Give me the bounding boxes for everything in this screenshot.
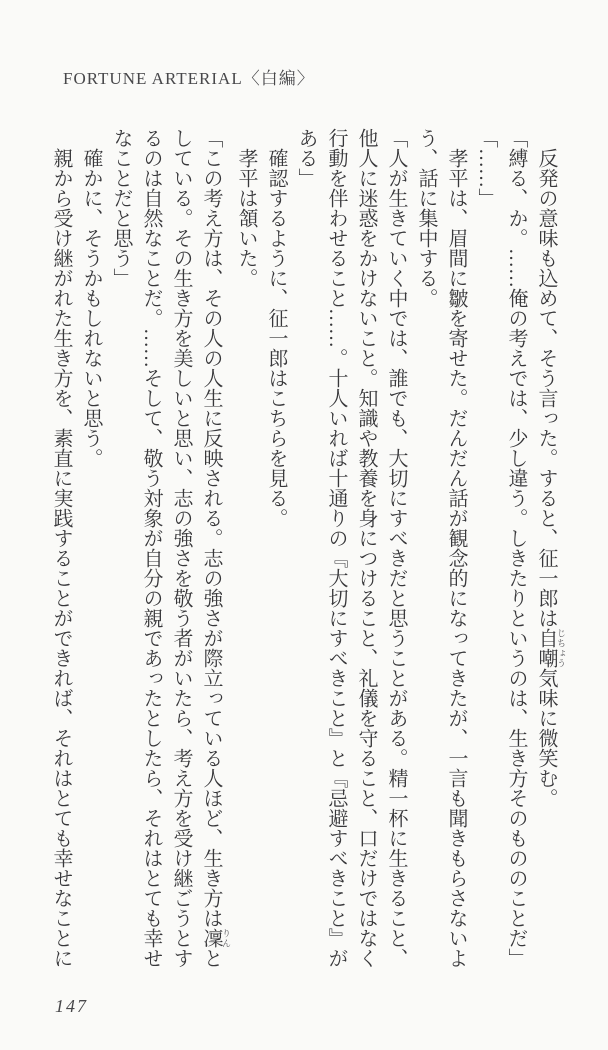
- paragraph: 「縛る、か。……俺の考えでは、少し違う。しきたりというのは、生き方そのもののことだ」: [505, 128, 527, 968]
- paragraph: 「人が生きていく中では、誰でも、大切にすべきだと思うことがある。精一杯に生きること、他人に迷惑をかけないこと。知識や教養を身につけること、礼儀を守ること、口だけではなく行動を伴わせること……。十人いれば十通りの『大切にすべきこと』と『忌避すべきこと』がある」: [295, 128, 407, 968]
- paragraph: 親から受け継がれた生き方を、素直に実践することができれば、それはとても幸せなことに: [50, 148, 72, 968]
- paragraph: 「この考え方は、その人の人生に反映される。志の強さが際立っている人ほど、生き方は凜 りんとしている。その生き方を美しいと思い、志の強さを敬う者がいたら、考え方を受け継ごうとするのは自然なことだ。……そして、敬う対象が自分の親であったとしたら、それはとても幸せなことだと思う」: [110, 128, 231, 968]
- paragraph: 反発の意味も込めて、そう言った。すると、征一郎は自嘲 じちょう気味に微笑む。: [535, 148, 566, 808]
- furigana-ruby: 凜 りん: [200, 928, 231, 948]
- furigana-ruby: 自嘲 じちょう: [535, 628, 566, 668]
- paragraph: 孝平は頷いた。: [235, 148, 257, 288]
- text-block: [46, 128, 566, 976]
- paragraph: 「……」: [475, 128, 497, 208]
- page-number: 147: [55, 996, 88, 1016]
- paragraph: 確認するように、征一郎はこちらを見る。: [265, 148, 287, 528]
- paragraph: 孝平は、眉間に皺を寄せた。だんだん話が観念的になってきたが、一言も聞きもらさないよう、話に集中する。: [415, 128, 467, 968]
- furigana-text: りん: [221, 928, 231, 948]
- furigana-text: じちょう: [556, 628, 566, 668]
- paragraph: 確かに、そうかもしれないと思う。: [80, 148, 102, 468]
- running-head: FORTUNE ARTERIAL〈白編〉: [63, 69, 315, 88]
